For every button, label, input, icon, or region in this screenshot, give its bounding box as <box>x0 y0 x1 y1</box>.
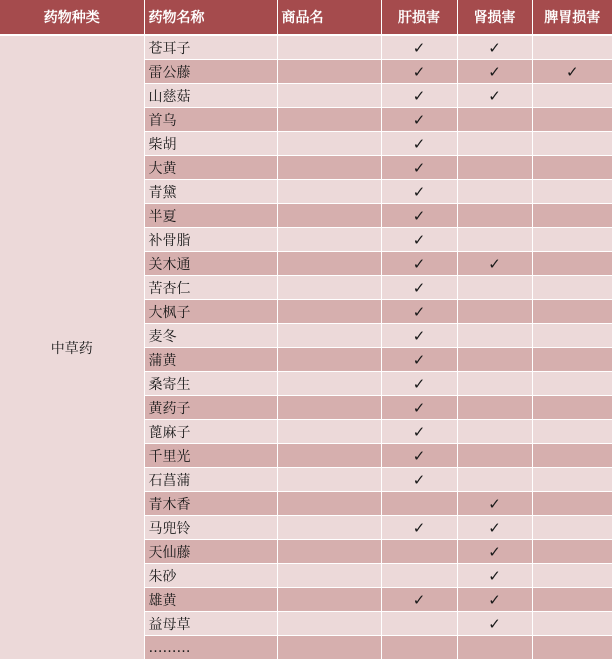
spleen-damage-cell <box>532 372 612 396</box>
product-name-cell <box>277 60 381 84</box>
spleen-damage-cell <box>532 612 612 636</box>
spleen-damage-cell <box>532 348 612 372</box>
drug-name-cell: 苦杏仁 <box>144 276 277 300</box>
liver-damage-cell: ✓ <box>381 35 457 60</box>
liver-damage-cell: ✓ <box>381 348 457 372</box>
product-name-cell <box>277 35 381 60</box>
product-name-cell <box>277 204 381 228</box>
spleen-damage-cell <box>532 84 612 108</box>
spleen-damage-cell <box>532 180 612 204</box>
drug-name-cell: 青木香 <box>144 492 277 516</box>
kidney-damage-cell: ✓ <box>457 564 532 588</box>
liver-damage-cell: ✓ <box>381 204 457 228</box>
drug-name-cell: ……… <box>144 636 277 660</box>
product-name-cell <box>277 444 381 468</box>
spleen-damage-cell <box>532 300 612 324</box>
liver-damage-cell: ✓ <box>381 84 457 108</box>
spleen-damage-cell <box>532 516 612 540</box>
drug-name-cell: 山慈菇 <box>144 84 277 108</box>
kidney-damage-cell: ✓ <box>457 540 532 564</box>
drug-name-cell: 补骨脂 <box>144 228 277 252</box>
product-name-cell <box>277 516 381 540</box>
drug-name-cell: 千里光 <box>144 444 277 468</box>
product-name-cell <box>277 564 381 588</box>
product-name-cell <box>277 396 381 420</box>
spleen-damage-cell <box>532 420 612 444</box>
drug-name-cell: 桑寄生 <box>144 372 277 396</box>
table-body <box>0 35 612 660</box>
product-name-cell <box>277 108 381 132</box>
drug-name-cell: 关木通 <box>144 252 277 276</box>
spleen-damage-cell <box>532 324 612 348</box>
kidney-damage-cell <box>457 636 532 660</box>
spleen-damage-cell <box>532 132 612 156</box>
spleen-damage-cell <box>532 588 612 612</box>
liver-damage-cell <box>381 564 457 588</box>
product-name-cell <box>277 324 381 348</box>
kidney-damage-cell <box>457 180 532 204</box>
product-name-cell <box>277 612 381 636</box>
kidney-damage-cell <box>457 276 532 300</box>
product-name-cell <box>277 132 381 156</box>
drug-name-cell: 蒲黄 <box>144 348 277 372</box>
liver-damage-cell: ✓ <box>381 468 457 492</box>
liver-damage-cell: ✓ <box>381 396 457 420</box>
kidney-damage-cell: ✓ <box>457 588 532 612</box>
kidney-damage-cell: ✓ <box>457 252 532 276</box>
table-row <box>0 35 612 60</box>
liver-damage-cell: ✓ <box>381 228 457 252</box>
liver-damage-cell: ✓ <box>381 276 457 300</box>
spleen-damage-cell <box>532 492 612 516</box>
header-name: 药物名称 <box>144 0 277 35</box>
kidney-damage-cell: ✓ <box>457 84 532 108</box>
liver-damage-cell: ✓ <box>381 252 457 276</box>
product-name-cell <box>277 420 381 444</box>
drug-name-cell: 益母草 <box>144 612 277 636</box>
drug-name-cell: 大枫子 <box>144 300 277 324</box>
product-name-cell <box>277 276 381 300</box>
product-name-cell <box>277 468 381 492</box>
spleen-damage-cell <box>532 444 612 468</box>
product-name-cell <box>277 300 381 324</box>
drug-name-cell: 石菖蒲 <box>144 468 277 492</box>
liver-damage-cell: ✓ <box>381 516 457 540</box>
drug-name-cell: 麦冬 <box>144 324 277 348</box>
kidney-damage-cell <box>457 468 532 492</box>
liver-damage-cell: ✓ <box>381 420 457 444</box>
spleen-damage-cell <box>532 540 612 564</box>
liver-damage-cell: ✓ <box>381 588 457 612</box>
spleen-damage-cell: ✓ <box>532 60 612 84</box>
drug-name-cell: 大黄 <box>144 156 277 180</box>
kidney-damage-cell: ✓ <box>457 612 532 636</box>
kidney-damage-cell <box>457 156 532 180</box>
drug-name-cell: 青黛 <box>144 180 277 204</box>
spleen-damage-cell <box>532 468 612 492</box>
liver-damage-cell <box>381 636 457 660</box>
kidney-damage-cell <box>457 132 532 156</box>
product-name-cell <box>277 84 381 108</box>
spleen-damage-cell <box>532 108 612 132</box>
liver-damage-cell: ✓ <box>381 132 457 156</box>
product-name-cell <box>277 636 381 660</box>
liver-damage-cell: ✓ <box>381 324 457 348</box>
drug-name-cell: 蓖麻子 <box>144 420 277 444</box>
spleen-damage-cell <box>532 156 612 180</box>
product-name-cell <box>277 228 381 252</box>
product-name-cell <box>277 180 381 204</box>
liver-damage-cell <box>381 540 457 564</box>
liver-damage-cell: ✓ <box>381 300 457 324</box>
kidney-damage-cell <box>457 324 532 348</box>
header-kidney: 肾损害 <box>457 0 532 35</box>
header-product: 商品名 <box>277 0 381 35</box>
drug-name-cell: 苍耳子 <box>144 35 277 60</box>
kidney-damage-cell <box>457 204 532 228</box>
spleen-damage-cell <box>532 564 612 588</box>
header-spleen: 脾胃损害 <box>532 0 612 35</box>
header-row <box>0 0 612 35</box>
kidney-damage-cell <box>457 444 532 468</box>
kidney-damage-cell <box>457 228 532 252</box>
spleen-damage-cell <box>532 396 612 420</box>
drug-name-cell: 马兜铃 <box>144 516 277 540</box>
drug-name-cell: 天仙藤 <box>144 540 277 564</box>
spleen-damage-cell <box>532 276 612 300</box>
kidney-damage-cell <box>457 396 532 420</box>
liver-damage-cell: ✓ <box>381 108 457 132</box>
liver-damage-cell: ✓ <box>381 180 457 204</box>
spleen-damage-cell <box>532 228 612 252</box>
header-liver: 肝损害 <box>381 0 457 35</box>
drug-name-cell: 黄药子 <box>144 396 277 420</box>
product-name-cell <box>277 492 381 516</box>
kidney-damage-cell <box>457 348 532 372</box>
product-name-cell <box>277 348 381 372</box>
drug-name-cell: 柴胡 <box>144 132 277 156</box>
kidney-damage-cell: ✓ <box>457 492 532 516</box>
header-category: 药物种类 <box>0 0 144 35</box>
kidney-damage-cell <box>457 300 532 324</box>
drug-name-cell: 首乌 <box>144 108 277 132</box>
kidney-damage-cell: ✓ <box>457 60 532 84</box>
drug-name-cell: 雷公藤 <box>144 60 277 84</box>
liver-damage-cell: ✓ <box>381 156 457 180</box>
kidney-damage-cell <box>457 108 532 132</box>
liver-damage-cell: ✓ <box>381 372 457 396</box>
kidney-damage-cell: ✓ <box>457 516 532 540</box>
kidney-damage-cell: ✓ <box>457 35 532 60</box>
spleen-damage-cell <box>532 204 612 228</box>
spleen-damage-cell <box>532 636 612 660</box>
spleen-damage-cell <box>532 35 612 60</box>
spleen-damage-cell <box>532 252 612 276</box>
liver-damage-cell <box>381 612 457 636</box>
kidney-damage-cell <box>457 372 532 396</box>
product-name-cell <box>277 540 381 564</box>
kidney-damage-cell <box>457 420 532 444</box>
liver-damage-cell <box>381 492 457 516</box>
liver-damage-cell: ✓ <box>381 444 457 468</box>
drug-name-cell: 半夏 <box>144 204 277 228</box>
drug-name-cell: 朱砂 <box>144 564 277 588</box>
product-name-cell <box>277 156 381 180</box>
product-name-cell <box>277 252 381 276</box>
drug-name-cell: 雄黄 <box>144 588 277 612</box>
liver-damage-cell: ✓ <box>381 60 457 84</box>
product-name-cell <box>277 372 381 396</box>
category-cell: 中草药 <box>0 35 144 660</box>
product-name-cell <box>277 588 381 612</box>
